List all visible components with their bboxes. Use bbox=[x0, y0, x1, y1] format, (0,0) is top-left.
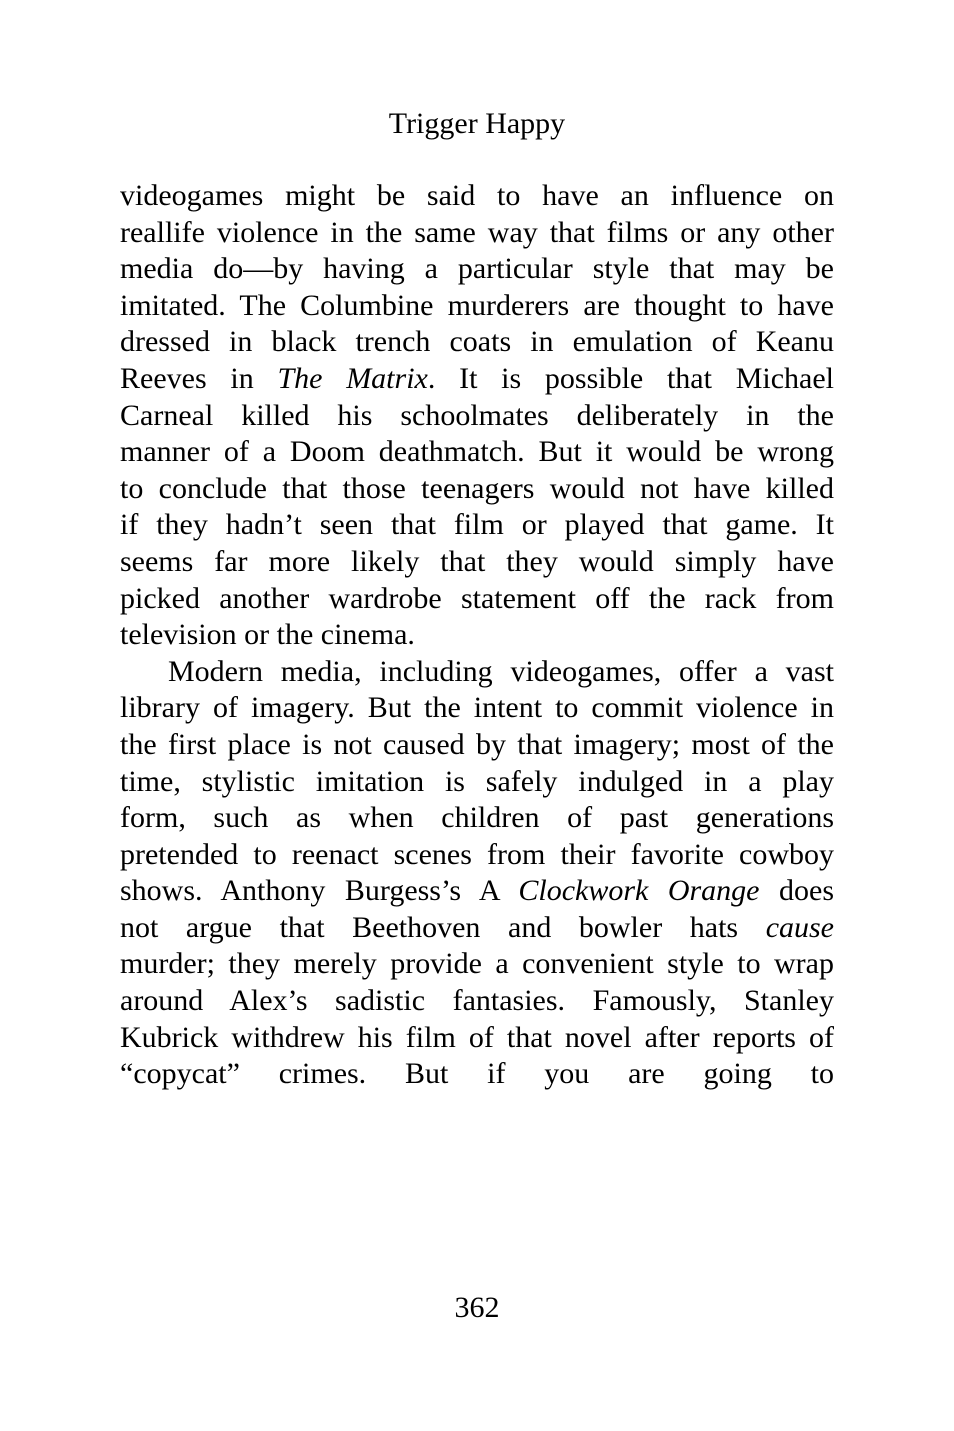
text-line: pretended to reenact scenes from their favorite cowboy bbox=[120, 837, 834, 871]
text-line: picked another wardrobe statement off the rack from bbox=[120, 581, 834, 615]
text-line: seems far more likely that they would simply have bbox=[120, 544, 834, 578]
text-line: the first place is not caused by that imagery; most of the bbox=[120, 727, 834, 761]
text-line: dressed in black trench coats in emulation of Keanu bbox=[120, 325, 834, 359]
text-line: television or the cinema. bbox=[120, 618, 415, 652]
text-line: form, such as when children of past generations bbox=[120, 801, 834, 835]
text-line: imitated. The Columbine murderers are thought to have bbox=[120, 288, 834, 322]
page-number: 362 bbox=[454, 1291, 500, 1324]
text-line: time, stylistic imitation is safely indulged in a play bbox=[120, 764, 834, 798]
text-line: library of imagery. But the intent to commit violence in bbox=[120, 691, 834, 725]
text-line: to conclude that those teenagers would not have killed bbox=[120, 471, 834, 505]
text-line: shows. Anthony Burgess’s A Clockwork Orange does bbox=[120, 874, 834, 908]
text-line: if they hadn’t seen that film or played that game. It bbox=[120, 508, 834, 542]
text-line: “copycat” crimes. But if you are going to bbox=[120, 1057, 834, 1091]
text-line: murder; they merely provide a convenient style to wrap bbox=[120, 947, 834, 981]
italic-title: The Matrix bbox=[277, 361, 428, 395]
italic-title: Clockwork Orange bbox=[518, 874, 760, 908]
text-line: Modern media, including videogames, offer a vast bbox=[168, 654, 834, 688]
text-line: around Alex’s sadistic fantasies. Famously, Stanley bbox=[120, 984, 834, 1018]
text-line: media do—by having a particular style that may be bbox=[120, 252, 834, 286]
text-line: reallife violence in the same way that films or any other bbox=[120, 215, 834, 249]
text-line: Kubrick withdrew his film of that novel after reports of bbox=[120, 1020, 834, 1054]
text-line: not argue that Beethoven and bowler hats cause bbox=[120, 910, 834, 944]
body-text bbox=[120, 178, 834, 1093]
text-line: videogames might be said to have an influence on bbox=[120, 179, 834, 212]
running-head: Trigger Happy bbox=[388, 107, 566, 140]
text-line: manner of a Doom deathmatch. But it would be wrong bbox=[120, 435, 834, 469]
text-line: Reeves in The Matrix. It is possible that Michael bbox=[120, 361, 834, 395]
italic-emphasis: cause bbox=[765, 910, 834, 944]
text-line: Carneal killed his schoolmates deliberately in the bbox=[120, 398, 834, 432]
